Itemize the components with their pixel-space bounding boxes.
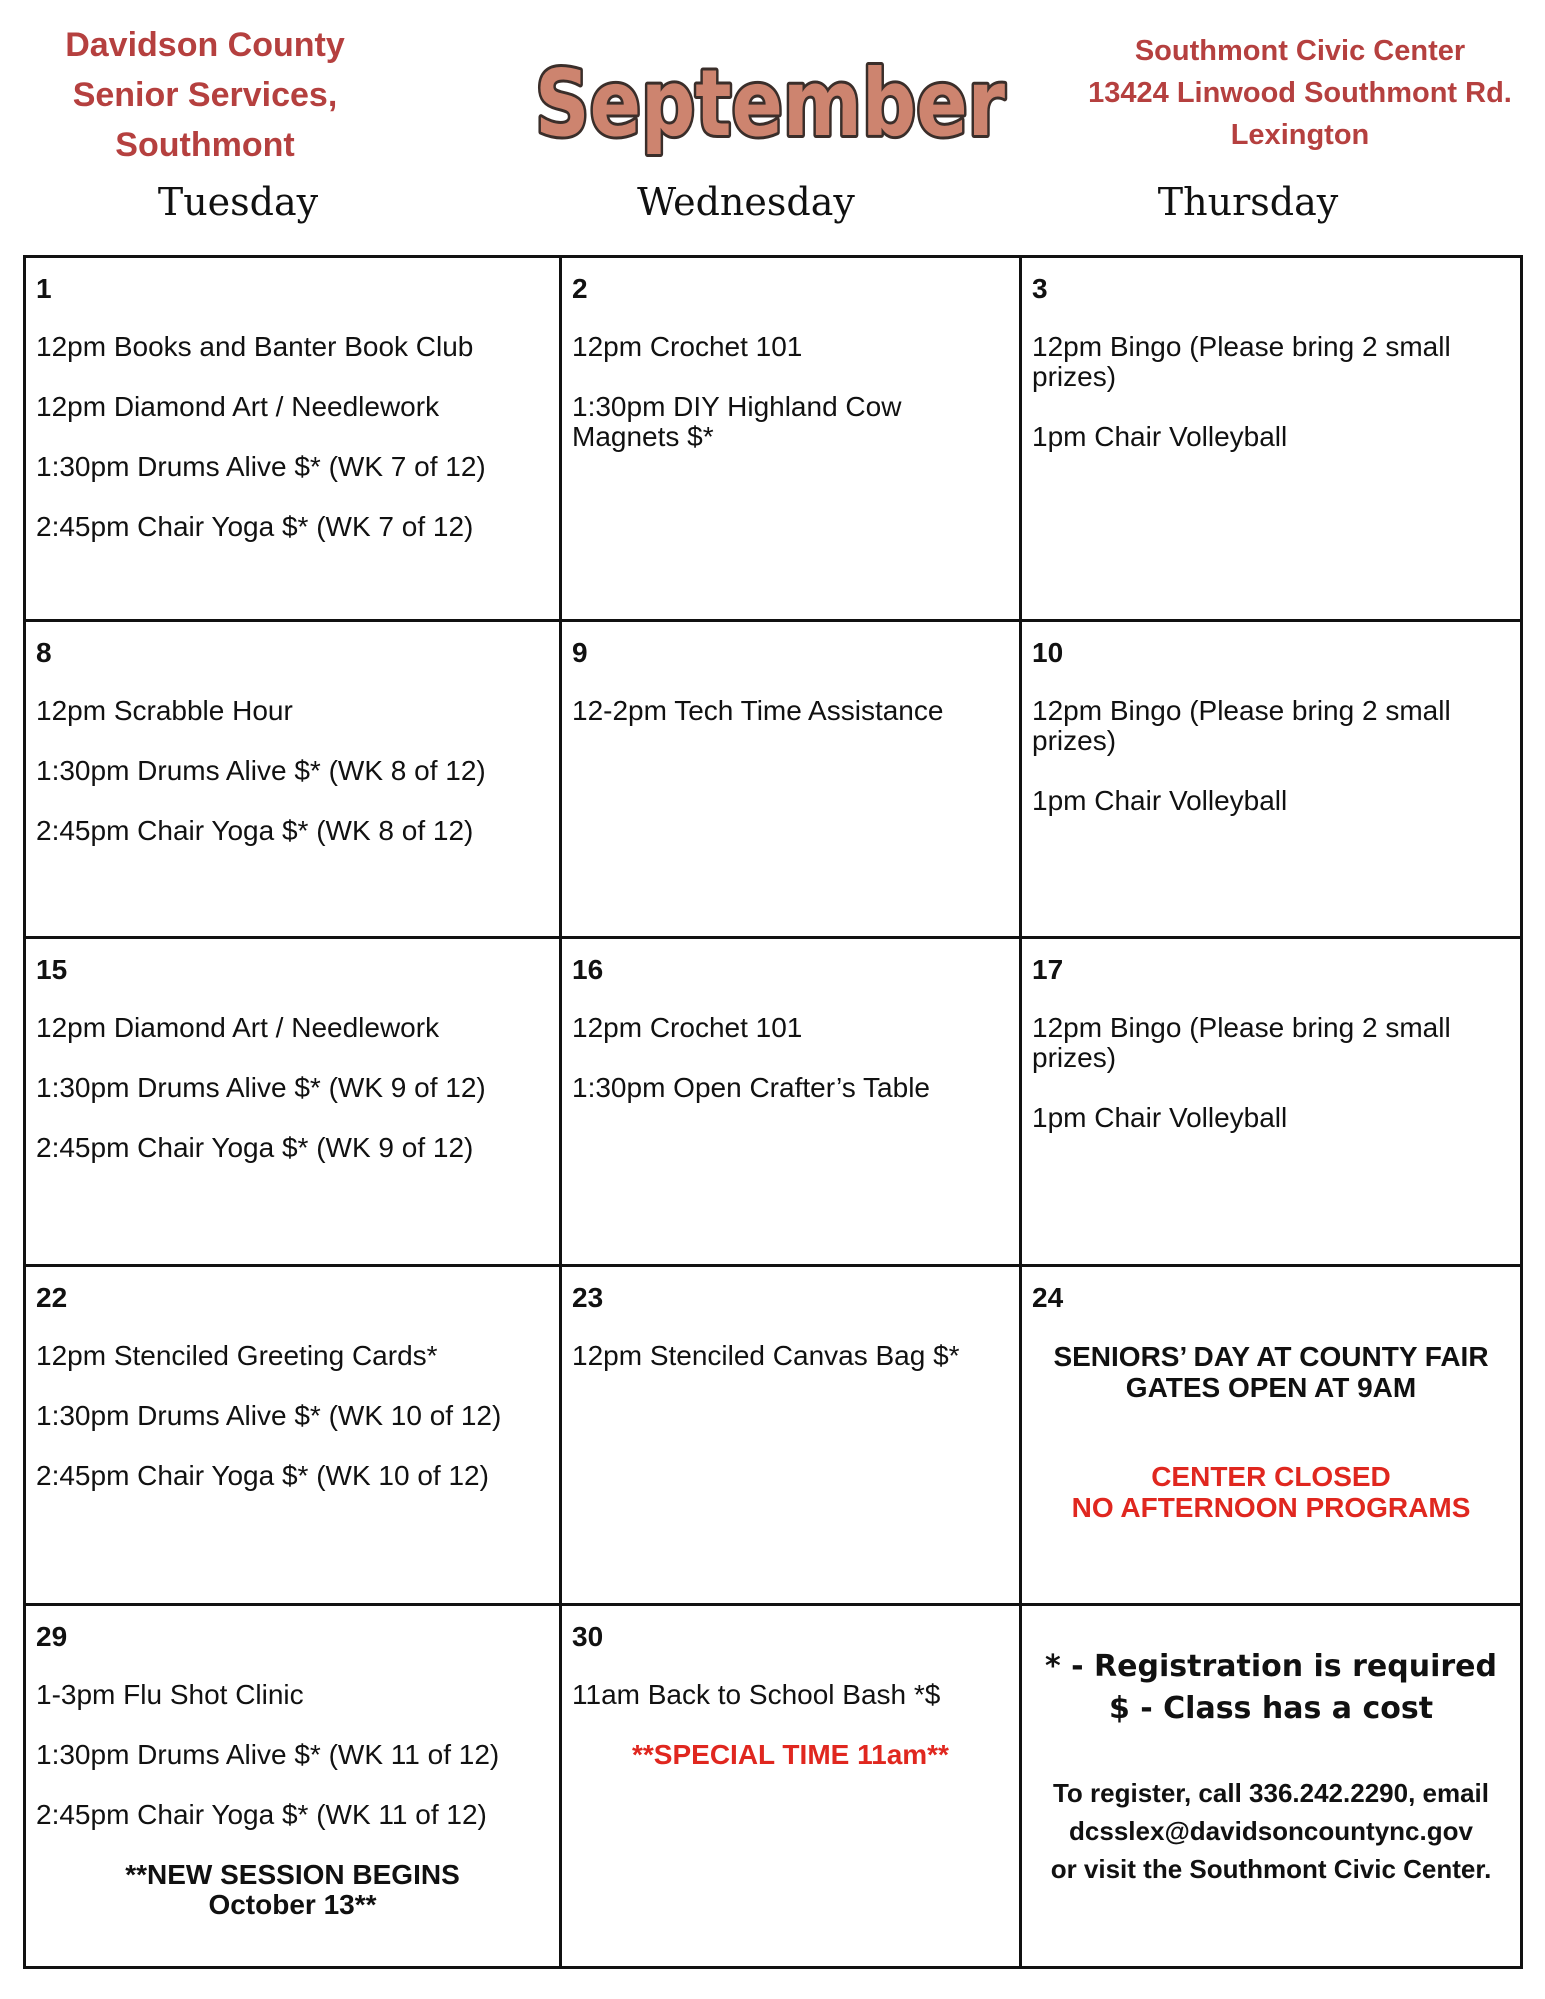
legend bbox=[1032, 1646, 1510, 1730]
day-number: 17 bbox=[1032, 954, 1064, 985]
event-item: 12pm Diamond Art / Needlework bbox=[36, 391, 440, 422]
event-item: 1:30pm DIY Highland Cow Magnets $* bbox=[572, 391, 902, 452]
calendar-day-cell bbox=[26, 939, 559, 1264]
calendar-grid bbox=[23, 255, 1523, 1969]
day-number: 3 bbox=[1032, 273, 1048, 304]
event-item: 1:30pm Drums Alive $* (WK 10 of 12) bbox=[36, 1400, 502, 1431]
event-item: 12pm Stenciled Canvas Bag $* bbox=[572, 1340, 960, 1371]
fair-notice-line: GATES OPEN AT 9AM bbox=[1125, 1372, 1417, 1403]
calendar-day-cell bbox=[1022, 939, 1520, 1264]
event-item: 12pm Diamond Art / Needlework bbox=[36, 1012, 440, 1043]
calendar-day-cell bbox=[26, 1267, 559, 1603]
day-number: 15 bbox=[36, 954, 68, 985]
event-item: 12pm Crochet 101 bbox=[572, 1012, 803, 1043]
contact-line: To register, call 336.242.2290, email bbox=[1052, 1778, 1490, 1808]
location-line: Southmont Civic Center bbox=[1134, 35, 1466, 67]
event-item: 1pm Chair Volleyball bbox=[1032, 421, 1288, 452]
calendar-day-cell bbox=[562, 1606, 1019, 1966]
closure-notice-line: NO AFTERNOON PROGRAMS bbox=[1071, 1492, 1471, 1523]
day-header-thursday: Thursday bbox=[1157, 180, 1339, 224]
event-item: 2:45pm Chair Yoga $* (WK 9 of 12) bbox=[36, 1132, 474, 1163]
day-number: 16 bbox=[572, 954, 604, 985]
event-item: 1:30pm Drums Alive $* (WK 11 of 12) bbox=[36, 1739, 500, 1770]
org-line: Southmont bbox=[115, 126, 295, 164]
calendar-day-cell bbox=[1022, 258, 1520, 619]
contact-line: or visit the Southmont Civic Center. bbox=[1050, 1854, 1492, 1884]
event-item: 1:30pm Drums Alive $* (WK 7 of 12) bbox=[36, 451, 486, 482]
event-item: 2:45pm Chair Yoga $* (WK 11 of 12) bbox=[36, 1799, 487, 1830]
event-item: 12-2pm Tech Time Assistance bbox=[572, 695, 944, 726]
calendar-day-cell bbox=[26, 1606, 559, 1966]
org-line: Davidson County bbox=[65, 26, 345, 64]
event-item: 12pm Scrabble Hour bbox=[36, 695, 293, 726]
contact-line: dcsslex@davidsoncountync.gov bbox=[1069, 1816, 1473, 1846]
event-item: 2:45pm Chair Yoga $* (WK 7 of 12) bbox=[36, 511, 474, 542]
event-item: 1pm Chair Volleyball bbox=[1032, 1102, 1288, 1133]
legend-registration: * - Registration is required bbox=[1045, 1649, 1497, 1684]
location-info bbox=[1060, 30, 1540, 156]
calendar-day-cell bbox=[1022, 1267, 1520, 1603]
registration-contact bbox=[1032, 1774, 1510, 1888]
event-item: 1:30pm Drums Alive $* (WK 8 of 12) bbox=[36, 755, 486, 786]
special-time-note: **SPECIAL TIME 11am** bbox=[632, 1739, 949, 1770]
event-item: 1:30pm Drums Alive $* (WK 9 of 12) bbox=[36, 1072, 486, 1103]
calendar-day-cell bbox=[562, 939, 1019, 1264]
day-number: 23 bbox=[572, 1282, 604, 1313]
event-item: 12pm Stenciled Greeting Cards* bbox=[36, 1340, 438, 1371]
calendar-day-cell bbox=[1022, 622, 1520, 936]
day-number: 22 bbox=[36, 1282, 68, 1313]
new-session-note bbox=[36, 1860, 549, 1920]
legend-cost: $ - Class has a cost bbox=[1108, 1691, 1434, 1726]
day-header-tuesday: Tuesday bbox=[157, 180, 319, 224]
day-number: 24 bbox=[1032, 1282, 1064, 1313]
day-number: 2 bbox=[572, 273, 588, 304]
location-line: 13424 Linwood Southmont Rd. bbox=[1088, 77, 1512, 109]
event-item: 1pm Chair Volleyball bbox=[1032, 785, 1288, 816]
event-item: 1:30pm Open Crafter’s Table bbox=[572, 1072, 930, 1103]
month-title-graphic bbox=[520, 15, 1020, 185]
legend-cell bbox=[1022, 1606, 1520, 1966]
calendar-day-cell bbox=[562, 258, 1019, 619]
event-item: 2:45pm Chair Yoga $* (WK 8 of 12) bbox=[36, 815, 474, 846]
day-number: 1 bbox=[36, 273, 52, 304]
closure-notice-line: CENTER CLOSED bbox=[1151, 1461, 1391, 1492]
month-title bbox=[520, 15, 1020, 185]
day-number: 8 bbox=[36, 637, 52, 668]
calendar-day-cell bbox=[562, 622, 1019, 936]
day-number: 30 bbox=[572, 1621, 604, 1652]
day-number: 10 bbox=[1032, 637, 1064, 668]
calendar-day-cell bbox=[562, 1267, 1019, 1603]
event-item: 11am Back to School Bash *$ bbox=[572, 1679, 941, 1710]
calendar-day-cell bbox=[26, 622, 559, 936]
fair-notice bbox=[1032, 1341, 1510, 1403]
day-number: 29 bbox=[36, 1621, 68, 1652]
event-item: 12pm Bingo (Please bring 2 small prizes) bbox=[1032, 1012, 1451, 1073]
calendar-day-cell bbox=[26, 258, 559, 619]
closure-notice bbox=[1032, 1461, 1510, 1523]
location-line: Lexington bbox=[1230, 119, 1370, 151]
organization-name bbox=[20, 20, 390, 170]
event-item: 2:45pm Chair Yoga $* (WK 10 of 12) bbox=[36, 1460, 489, 1491]
org-line: Senior Services, bbox=[72, 76, 338, 114]
event-item: 12pm Bingo (Please bring 2 small prizes) bbox=[1032, 695, 1451, 756]
event-item: 12pm Books and Banter Book Club bbox=[36, 331, 474, 362]
new-session-note-line: October 13** bbox=[208, 1889, 377, 1920]
event-item: 1-3pm Flu Shot Clinic bbox=[36, 1679, 304, 1710]
day-number: 9 bbox=[572, 637, 588, 668]
new-session-note-line: **NEW SESSION BEGINS bbox=[125, 1859, 460, 1890]
month-title-text: September bbox=[535, 50, 1006, 157]
event-item: 12pm Bingo (Please bring 2 small prizes) bbox=[1032, 331, 1451, 392]
event-item: 12pm Crochet 101 bbox=[572, 331, 803, 362]
day-header-wednesday: Wednesday bbox=[637, 180, 855, 224]
fair-notice-line: SENIORS’ DAY AT COUNTY FAIR bbox=[1053, 1341, 1489, 1372]
